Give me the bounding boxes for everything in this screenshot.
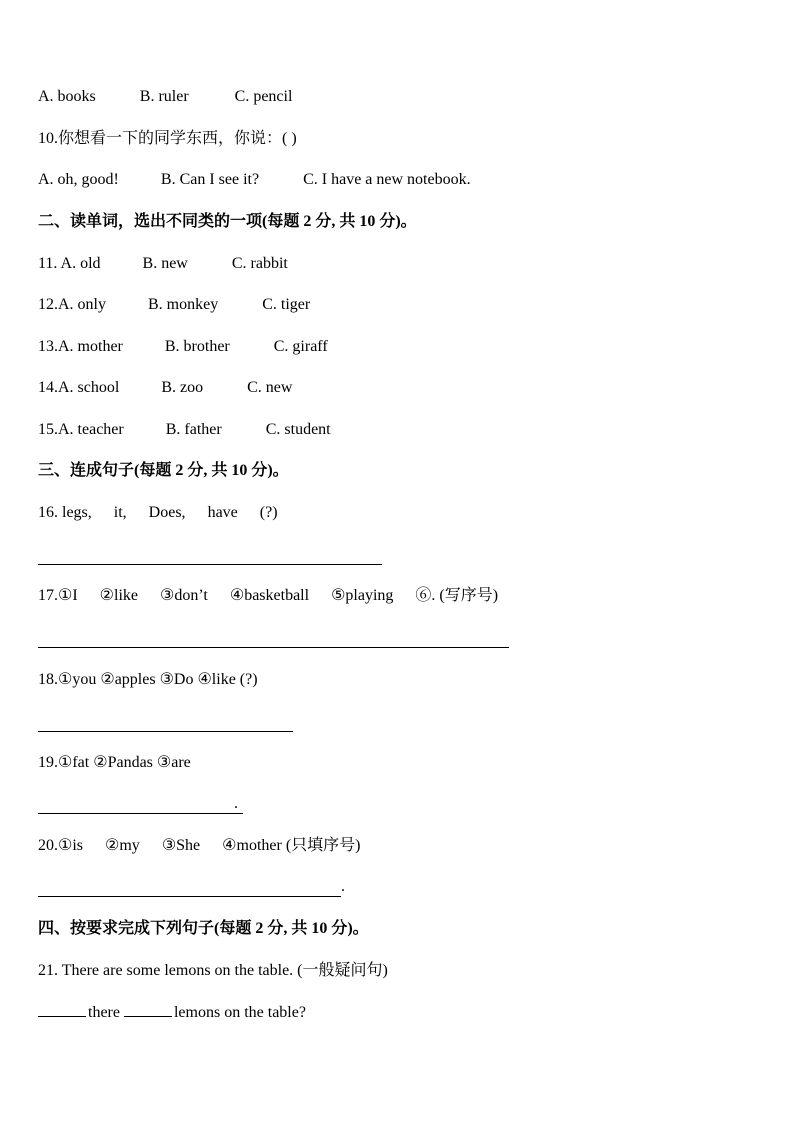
section2-heading: 二、读单词，选出不同类的一项(每题 2 分, 共 10 分)。 (38, 213, 417, 230)
q12 (38, 295, 310, 315)
q15-option-b: B. father (165, 421, 222, 438)
q21-blank-1[interactable] (38, 1002, 86, 1017)
q21-text: . There are some lemons on the table. (一般疑问句) (54, 962, 388, 979)
section3-heading: 三、连成句子(每题 2 分, 共 10 分)。 (38, 462, 289, 479)
q12-option-b: B. monkey (148, 296, 219, 313)
q16-word-3: Does, (148, 504, 186, 521)
q15-option-a: .A. teacher (54, 421, 124, 438)
q14-option-c: C. new (247, 379, 293, 396)
q16 (38, 503, 278, 523)
q15-number: 15 (38, 421, 54, 438)
q20-number: 20 (38, 837, 54, 854)
q21 (38, 961, 388, 981)
q17-word-2: ②like (99, 587, 139, 604)
q17-answer-blank[interactable] (38, 647, 509, 648)
q21-blank-2[interactable] (124, 1002, 172, 1017)
q14-option-a: .A. school (54, 379, 120, 396)
section4-heading: 四、按要求完成下列句子(每题 2 分, 共 10 分)。 (38, 920, 369, 937)
q20-word-4: ④mother (只填序号) (222, 837, 361, 854)
q19-end-period: . (234, 795, 238, 812)
q21-answer-line (38, 1002, 306, 1022)
q12-number: 12 (38, 296, 54, 313)
q17-word-4: ④basketball (229, 587, 310, 604)
q15-option-c: C. student (265, 421, 331, 438)
q11 (38, 254, 288, 274)
q16-number: 16 (38, 504, 54, 521)
q12-option-a: .A. only (54, 296, 106, 313)
q13-option-b: B. brother (164, 338, 230, 355)
q11-option-b: B. new (142, 255, 188, 272)
q19-answer-blank[interactable] (38, 813, 243, 814)
q9-option-a: A. books (38, 88, 96, 105)
q16-word-4: have (207, 504, 238, 521)
q10-prompt: 10.你想看一下的同学东西，你说：( ) (38, 130, 297, 147)
q18: 18.①you ②apples ③Do ④like (?) (38, 671, 258, 688)
q10-option-b: B. Can I see it? (160, 171, 260, 188)
q12-option-c: C. tiger (262, 296, 311, 313)
q18-answer-blank[interactable] (38, 731, 293, 732)
q14 (38, 378, 292, 398)
q17-word-1: .①I (54, 587, 78, 604)
q9-options (38, 87, 292, 107)
q13-option-c: C. giraff (273, 338, 328, 355)
q21-part-1: there (88, 1004, 120, 1021)
q21-number: 21 (38, 962, 54, 979)
q11-option-a: . A. old (53, 255, 101, 272)
q13 (38, 337, 328, 357)
q17-word-6: ⑥. (写序号) (415, 587, 499, 604)
q9-option-c: C. pencil (234, 88, 293, 105)
q17-number: 17 (38, 587, 54, 604)
q11-number: 11 (38, 255, 54, 272)
q20-answer-blank[interactable] (38, 896, 341, 897)
q11-option-c: C. rabbit (231, 255, 288, 272)
q17-word-3: ③don’t (160, 587, 208, 604)
q9-option-b: B. ruler (139, 88, 189, 105)
q20-word-1: .①is (54, 837, 84, 854)
q17-word-5: ⑤playing (331, 587, 394, 604)
q10-options (38, 170, 471, 190)
q10-option-a: A. oh, good! (38, 171, 119, 188)
q14-option-b: B. zoo (161, 379, 204, 396)
q17 (38, 586, 498, 606)
q10-option-c: C. I have a new notebook. (303, 171, 471, 188)
q13-number: 13 (38, 338, 54, 355)
q13-option-a: .A. mother (54, 338, 123, 355)
q16-answer-blank[interactable] (38, 564, 382, 565)
q20-word-2: ②my (105, 837, 140, 854)
q19: 19.①fat ②Pandas ③are (38, 754, 191, 771)
q20-end-period: . (341, 878, 345, 895)
q15 (38, 420, 331, 440)
q16-word-1: . legs, (54, 504, 92, 521)
q20-word-3: ③She (161, 837, 201, 854)
q14-number: 14 (38, 379, 54, 396)
q21-part-2: lemons on the table? (173, 1004, 306, 1021)
q20 (38, 836, 360, 856)
q16-word-5: (?) (259, 504, 278, 521)
q16-word-2: it, (113, 504, 127, 521)
